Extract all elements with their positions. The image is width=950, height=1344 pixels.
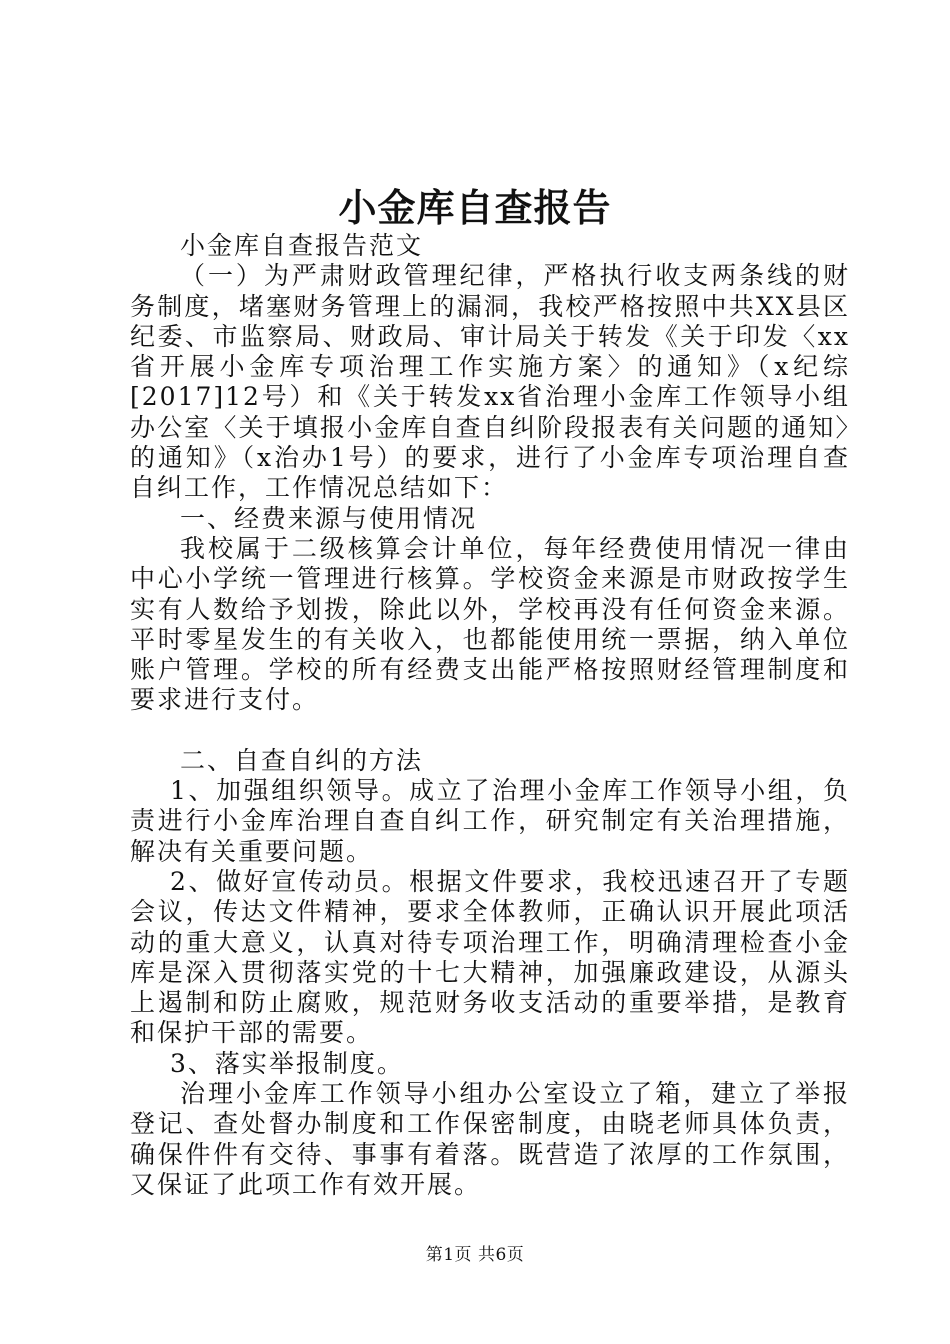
- method-item-3-detail: 治理小金库工作领导小组办公室设立了箱，建立了举报登记、查处督办制度和工作保密制度，由晓老师具体负责，确保件件有交待、事事有着落。既营造了浓厚的工作氛围，又保证了此项工作有效开展。: [130, 1079, 850, 1199]
- method-item-2: 2、做好宣传动员。根据文件要求，我校迅速召开了专题会议，传达文件精神，要求全体教师，正确认识开展此项活动的重大意义，认真对待专项治理工作，明确清理检查小金库是深入贯彻落实党的十七大精神，加强廉政建设，从源头上遏制和防止腐败，规范财务收支活动的重要举措，是教育和保护干部的需要。: [130, 866, 850, 1048]
- subtitle-paragraph: 小金库自查报告范文: [180, 231, 424, 260]
- section-heading-2: 二、自查自纠的方法: [180, 745, 424, 775]
- method-item-1: 1、加强组织领导。成立了治理小金库工作领导小组，负责进行小金库治理自查自纠工作，研究制定有关治理措施，解决有关重要问题。: [130, 776, 850, 866]
- section-heading-1: 一、经费来源与使用情况: [180, 503, 478, 533]
- page-footer: 第1页 共6页: [425, 1245, 525, 1265]
- funding-paragraph: 我校属于二级核算会计单位，每年经费使用情况一律由中心小学统一管理进行核算。学校资金来源是市财政按学生实有人数给予划拨，除此以外，学校再没有任何资金来源。平时零星发生的有关收入，也都能使用统一票据，纳入单位账户管理。学校的所有经费支出能严格按照财经管理制度和要求进行支付。: [130, 533, 850, 715]
- intro-paragraph: （一）为严肃财政管理纪律，严格执行收支两条线的财务制度，堵塞财务管理上的漏洞，我校严格按照中共XX县区纪委、市监察局、财政局、审计局关于转发《关于印发〈xx省开展小金库专项治理工作实施方案〉的通知》（x纪综[2017]12号）和《关于转发xx省治理小金库工作领导小组办公室〈关于填报小金库自查自纠阶段报表有关问题的通知〉的通知》（x治办1号）的要求，进行了小金库专项治理自查自纠工作，工作情况总结如下：: [130, 261, 850, 503]
- paragraph-spacer: [130, 716, 850, 746]
- document-body: [130, 231, 850, 1200]
- method-item-3-heading: 3、落实举报制度。: [170, 1048, 404, 1078]
- document-title: 小金库自查报告: [338, 185, 612, 230]
